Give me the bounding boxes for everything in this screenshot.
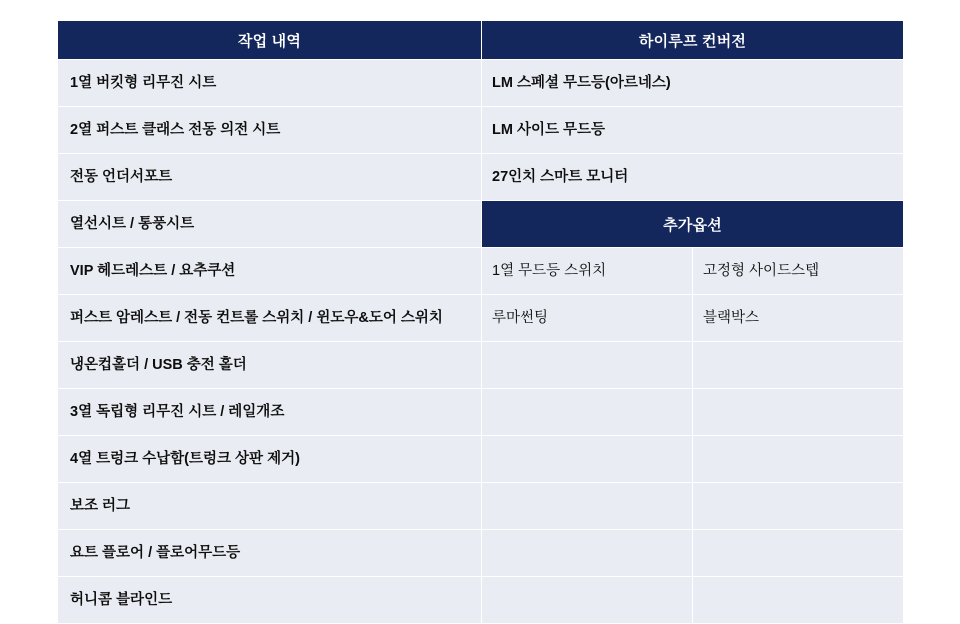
table-row: [58, 295, 904, 342]
table-row: [58, 60, 904, 107]
table-row: [58, 436, 904, 483]
work-item: 2열 퍼스트 클래스 전동 의전 시트: [58, 107, 482, 154]
empty-cell: [693, 389, 904, 436]
table-row: [58, 201, 904, 248]
empty-cell: [482, 530, 693, 577]
work-item: 냉온컵홀더 / USB 충전 홀더: [58, 342, 482, 389]
work-item: 열선시트 / 통풍시트: [58, 201, 482, 248]
table-row: [58, 107, 904, 154]
work-item: VIP 헤드레스트 / 요추쿠션: [58, 248, 482, 295]
conversion-item: LM 스페셜 무드등(아르네스): [482, 60, 904, 107]
empty-cell: [693, 577, 904, 624]
table-row: [58, 483, 904, 530]
work-item: 퍼스트 암레스트 / 전동 컨트롤 스위치 / 윈도우&도어 스위치: [58, 295, 482, 342]
conversion-item: 27인치 스마트 모니터: [482, 154, 904, 201]
empty-cell: [693, 530, 904, 577]
table-header-row: [58, 21, 904, 60]
conversion-item: LM 사이드 무드등: [482, 107, 904, 154]
empty-cell: [482, 342, 693, 389]
spec-table: [57, 20, 904, 624]
empty-cell: [482, 577, 693, 624]
work-item: 요트 플로어 / 플로어무드등: [58, 530, 482, 577]
work-item: 허니콤 블라인드: [58, 577, 482, 624]
work-item: 전동 언더서포트: [58, 154, 482, 201]
table-row: [58, 342, 904, 389]
table-row: [58, 248, 904, 295]
empty-cell: [482, 389, 693, 436]
option-item: 1열 무드등 스위치: [482, 248, 693, 295]
spec-sheet: [57, 20, 903, 608]
work-item: 4열 트렁크 수납함(트렁크 상판 제거): [58, 436, 482, 483]
work-item: 보조 러그: [58, 483, 482, 530]
column-header-conversion: 하이루프 컨버전: [482, 21, 904, 60]
column-header-options: 추가옵션: [482, 201, 904, 248]
empty-cell: [693, 342, 904, 389]
work-item: 1열 버킷형 리무진 시트: [58, 60, 482, 107]
table-row: [58, 389, 904, 436]
option-item: 고정형 사이드스텝: [693, 248, 904, 295]
empty-cell: [482, 436, 693, 483]
work-item: 3열 독립형 리무진 시트 / 레일개조: [58, 389, 482, 436]
table-row: [58, 154, 904, 201]
column-header-work: 작업 내역: [58, 21, 482, 60]
empty-cell: [693, 483, 904, 530]
option-item: 블랙박스: [693, 295, 904, 342]
table-row: [58, 577, 904, 624]
option-item: 루마썬팅: [482, 295, 693, 342]
empty-cell: [693, 436, 904, 483]
empty-cell: [482, 483, 693, 530]
table-row: [58, 530, 904, 577]
